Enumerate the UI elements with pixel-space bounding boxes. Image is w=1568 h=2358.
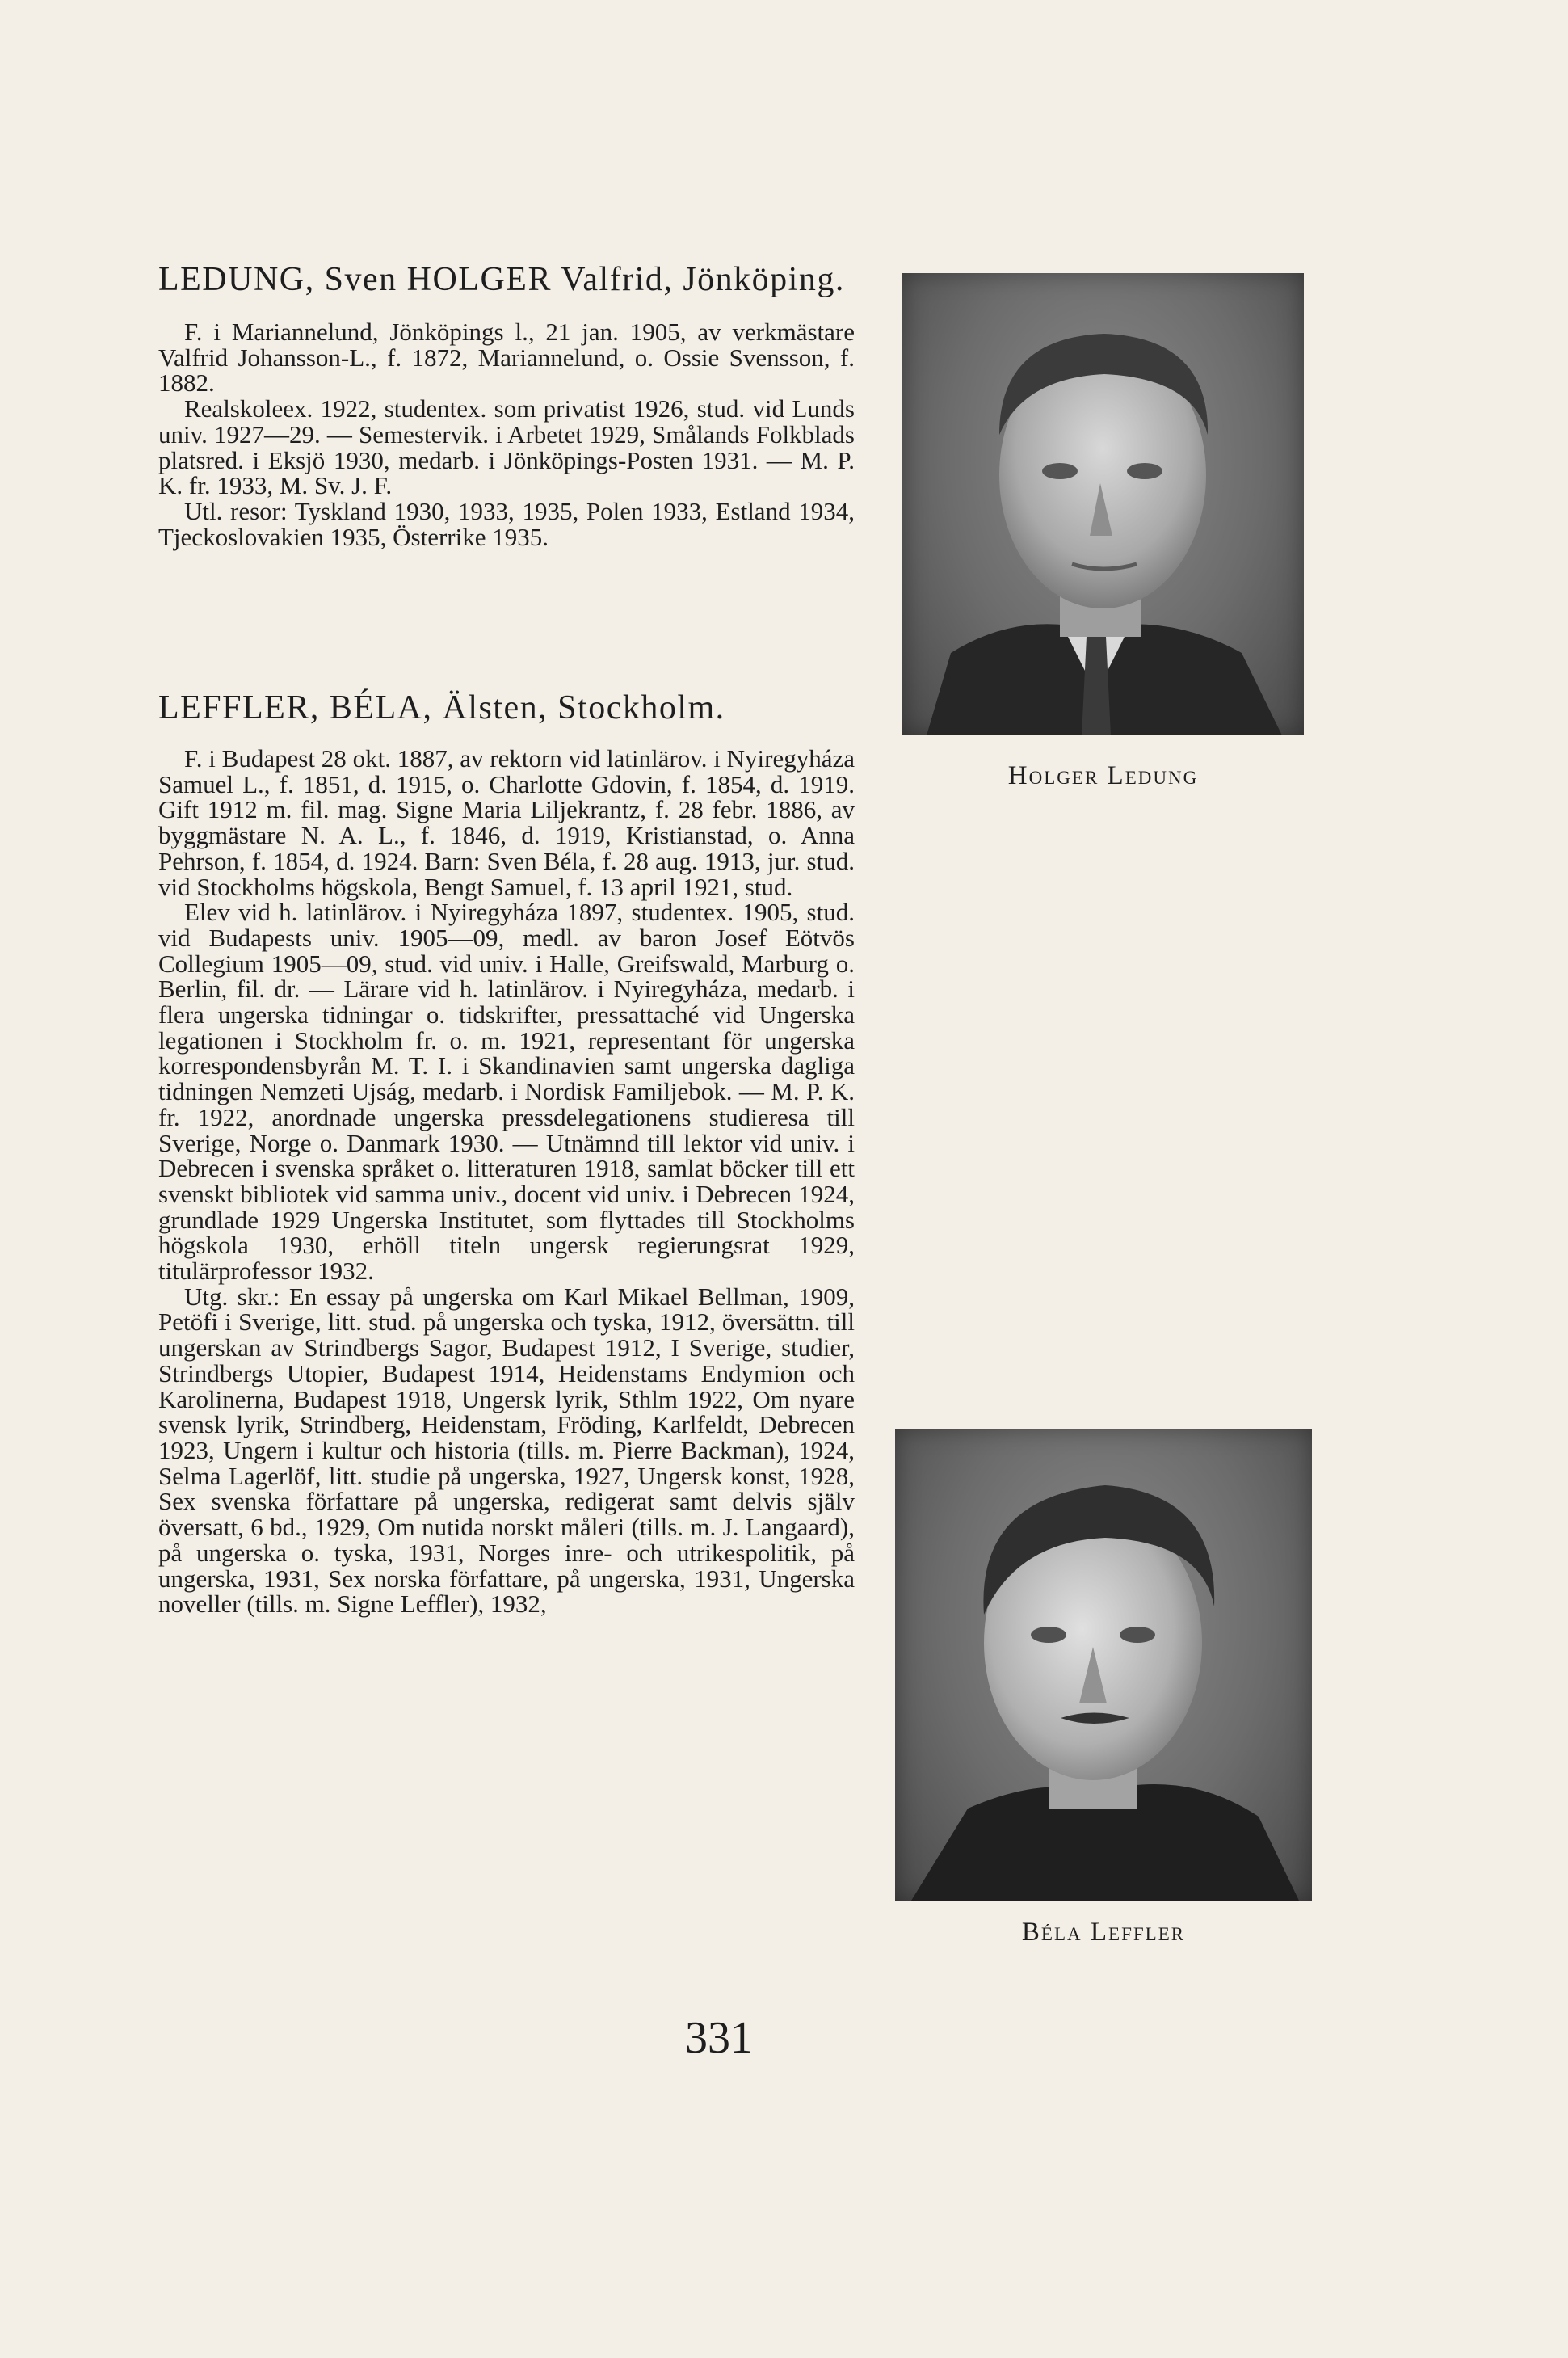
portrait-leffler-icon bbox=[895, 1429, 1312, 1901]
entry-title-leffler: LEFFLER, BÉLA, Älsten, Stockholm. bbox=[158, 689, 725, 726]
entry-body-ledung bbox=[158, 319, 855, 549]
portrait-ledung-icon bbox=[902, 273, 1304, 735]
entry-title-ledung: LEDUNG, Sven HOLGER Valfrid, Jönköping. bbox=[158, 261, 845, 298]
works-paragraph: Utg. skr.: En essay på ungerska om Karl Mikael Bellman, 1909, Petöfi i Sverige, litt. stud. på ungerska och tyska, 1912, översättn. till ungerskan av Strindbergs Sagor, Budapest 1912, I Sverige, studier, Strindbergs Utopier, Budapest 1914, Heidenstams Endymion och Karolinerna, Budapest 1918, Ungersk lyrik, Sthlm 1922, Om nyare svensk lyrik, Strindberg, Heidenstam, Fröding, Karlfeldt, Debrecen 1923, Ungern i kultur och historia (tills. m. Pierre Backman), 1924, Selma Lagerlöf, litt. studie på ungerska, 1927, Ungersk konst, 1928, Sex svenska författare på ungerska, redigerat samt delvis själv översatt, 6 bd., 1929, Om nutida norskt måleri (tills. m. J. Langaard), på ungerska o. tyska, 1931, Norges inre- och utrikespolitik, på ungerska, 1931, Sex norska författare, på ungerska, 1931, Ungerska noveller (tills. m. Signe Leffler), 1932, bbox=[158, 1282, 855, 1619]
birth-paragraph: F. i Mariannelund, Jönköpings l., 21 jan. 1905, av verkmästare Valfrid Johansson-L., f. 1872, Mariannelund, o. Ossie Svensson, f. 1882. bbox=[158, 318, 855, 398]
career-paragraph: Realskoleex. 1922, studentex. som privatist 1926, stud. vid Lunds univ. 1927—29. — Semestervik. i Arbetet 1929, Smålands Folkblads platsred. i Eksjö 1930, medarb. i Jönköpings-Posten 1931. — M. P. K. fr. 1933, M. Sv. J. F. bbox=[158, 394, 855, 500]
travel-paragraph: Utl. resor: Tyskland 1930, 1933, 1935, Polen 1933, Estland 1934, Tjeckoslovakien 1935, Österrike 1935. bbox=[158, 496, 855, 551]
portrait-photo-ledung bbox=[902, 273, 1304, 735]
career-paragraph: Elev vid h. latinlärov. i Nyiregyháza 1897, studentex. 1905, stud. vid Budapests univ. 1905—09, medl. av baron Josef Eötvös Collegium 1905—09, stud. vid univ. i Halle, Greifswald, Marburg o. Berlin, fil. dr. — Lärare vid h. latinlärov. i Nyiregyháza, medarb. i flera ungerska tidningar o. tidskrifter, pressattaché vid Ungerska legationen i Stockholm fr. o. m. 1921, representant för ungerska korrespondensbyrån M. T. I. i Skandinavien samt ungerska dagliga tidningen Nemzeti Ujság, medarb. i Nordisk Familjebok. — M. P. K. fr. 1922, anordnade ungerska pressdelegationens studieresa till Sverige, Norge o. Danmark 1930. — Utnämnd till lektor vid univ. i Debrecen i svenska språket o. litteraturen 1918, samlat böcker till ett svenskt bibliotek vid samma univ., docent vid univ. i Debrecen 1924, grundlade 1929 Ungerska Institutet, som flyttades till Stockholms högskola 1930, erhöll titeln ungersk regierungsrat 1929, titulärprofessor 1932. bbox=[158, 898, 855, 1286]
birth-family-paragraph: F. i Budapest 28 okt. 1887, av rektorn vid latinlärov. i Nyiregyháza Samuel L., f. 1851, d. 1915, o. Charlotte Gdovin, f. 1854, d. 1919. Gift 1912 m. fil. mag. Signe Maria Liljekrantz, f. 28 febr. 1886, av byggmästare N. A. L., f. 1846, d. 1919, Kristianstad, o. Anna Pehrson, f. 1854, d. 1924. Barn: Sven Béla, f. 28 aug. 1913, jur. stud. vid Stockholms högskola, Bengt Samuel, f. 13 april 1921, stud. bbox=[158, 744, 855, 901]
caption-ledung: Holger Ledung bbox=[1007, 761, 1199, 790]
page-number: 331 bbox=[685, 2013, 753, 2063]
portrait-photo-leffler bbox=[895, 1429, 1312, 1901]
caption-leffler: Béla Leffler bbox=[1021, 1918, 1186, 1947]
entry-body-leffler bbox=[158, 746, 855, 1617]
